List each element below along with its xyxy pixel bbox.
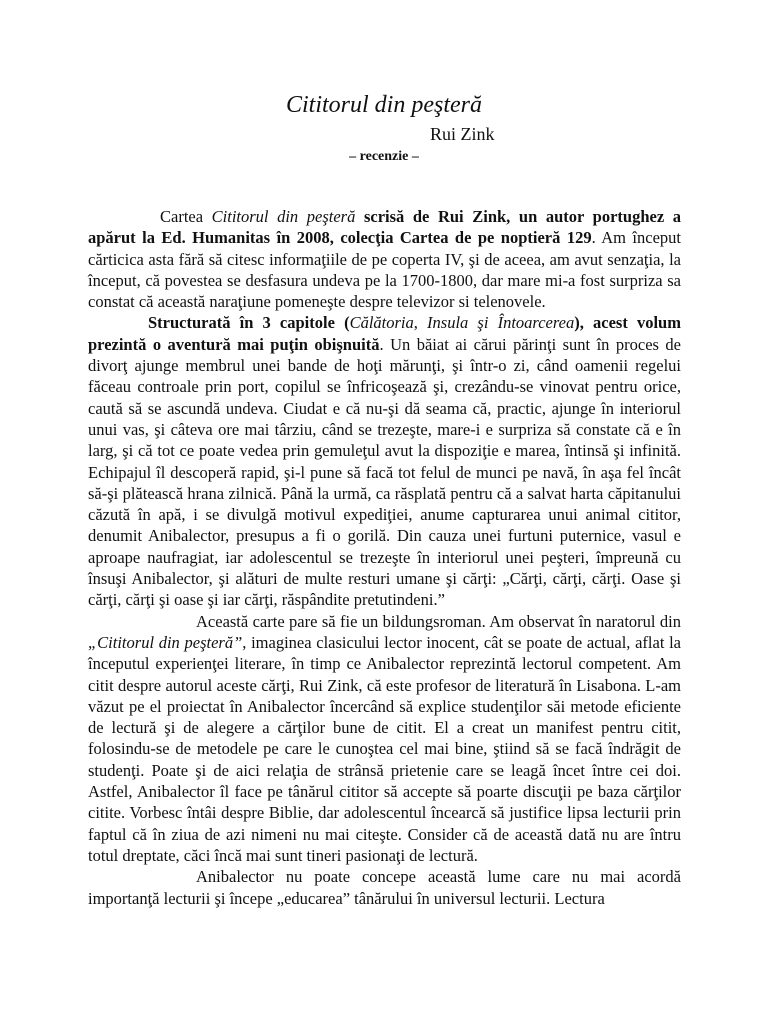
p2-bold-text-2: ), acest volum prezintă o aventură mai puţin obişnuită <box>88 313 681 354</box>
p2-text: . Un băiat ai cărui părinţi sunt în proces de divorţ ajunge membrul unei bande de hoţi mărunţi, şi într-o zi, când oamenii regelui făceau controale prin port, copilul se înfricoşează şi, crezându-se vinovat pentru orice, caută să se ascundă undeva. Ciudat e că nu-şi dă seama că, practic, ajunge în interiorul unui vas, şi câteva ore mai târziu, când se trezeşte, mare-i e surpriza să constate că e în larg, şi că tot ce poate vedea prin gemuleţul avut la dispoziţie e marea, întinsă şi infinită. Echipajul îl descoperă rapid, şi-l pune să facă tot felul de munci pe navă, în aşa fel încât să-şi plătească hrana zilnică. Până la urmă, ca răsplată pentru că a salvat harta căpitanului căzută în apă, i se divulgă motivul expediţiei, anume capturarea unui animal cititor, denumit Anibalector, presupus a fi o gorilă. Din cauza unei furtuni puternice, vasul e aproape naufragiat, iar adolescentul se trezeşte în interiorul unei peşteri, împreună cu însuşi Anibalector, şi alături de multe resturi umane şi cărţi: „Cărţi, cărţi, cărţi. Oase şi cărţi, cărţi şi oase şi iar cărţi, răspândite pretutindeni.” <box>88 334 681 610</box>
paragraph-2 <box>88 312 681 610</box>
paragraph-1 <box>88 206 681 312</box>
paragraph-3 <box>88 611 681 867</box>
document-title: Cititorul din peşteră <box>285 92 482 118</box>
p1-text-1: Cartea <box>160 207 212 226</box>
p3-book-title: „Cititorul din peşteră” <box>88 632 243 652</box>
p2-chapters-2-3: Insula şi Întoarcerea <box>427 313 575 333</box>
p3-text-1: Această carte pare să fie un bildungsroman. Am observat în naratorul din <box>196 611 681 631</box>
p3-text-2: , imaginea clasicului lector inocent, cât se poate de actual, aflat la începutul experienţei literare, în timp ce Anibalector reprezintă lectorul competent. Am citit despre autorul aceste cărţi, Rui Zink, că este profesor de literatură în Lisabona. L-am văzut pe el proiectat în Anibalector încercând să explice studenţilor săi metode eficiente de lectură şi de alegere a cărţilor bune de citit. El a creat un manifest pentru citit, folosindu-se de metodele pe care le cunoştea cel mai bine, ştiind să se facă îndrăgit de studenţi. Poate şi de aici relaţia de strânsă prietenie care se leagă încet între cei doi. Astfel, Anibalector îl face pe tânărul cititor să accepte să poarte discuţii pe baza cărţilor citite. Vorbesc întâi despre Biblie, dar adolescentul încearcă să justifice lipsa lecturii prin faptul că în ziua de azi nimeni nu mai citeşte. Consider că de această dată nu are întru totul dreptate, căci încă mai sunt tineri pasionaţi de lectură. <box>88 632 682 865</box>
p1-bold-text: scrisă de Rui Zink, un autor portughez a apărut la Ed. Humanitas în 2008, colecţia Cartea de pe noptieră 129 <box>88 207 681 248</box>
p2-chapter-1: Călătoria <box>349 313 414 333</box>
document-body <box>88 206 681 909</box>
p2-comma: , <box>413 313 428 333</box>
p4-text: Anibalector nu poate concepe această lume care nu mai acordă importanţă lecturii şi începe „educarea” tânărului în universul lecturii. Lectura <box>88 867 681 908</box>
p2-bold-text-1: Structurată în 3 capitole ( <box>148 313 350 333</box>
p1-book-title: Cititorul din peşteră <box>211 207 356 226</box>
document-author: Rui Zink <box>430 124 495 144</box>
p1-text-2: . Am început cărticica asta fără să citesc informaţiile de pe coperta IV, şi de aceea, am avut senzaţia, la început, că povestea se desfasura undeva pe la 1700-1800, dar mare mi-a fost surpriza sa constat că această naraţiune pomeneşte despre televizor si telenovele. <box>88 228 682 312</box>
paragraph-4 <box>88 866 681 909</box>
document-subtitle: – recenzie – <box>349 149 419 164</box>
